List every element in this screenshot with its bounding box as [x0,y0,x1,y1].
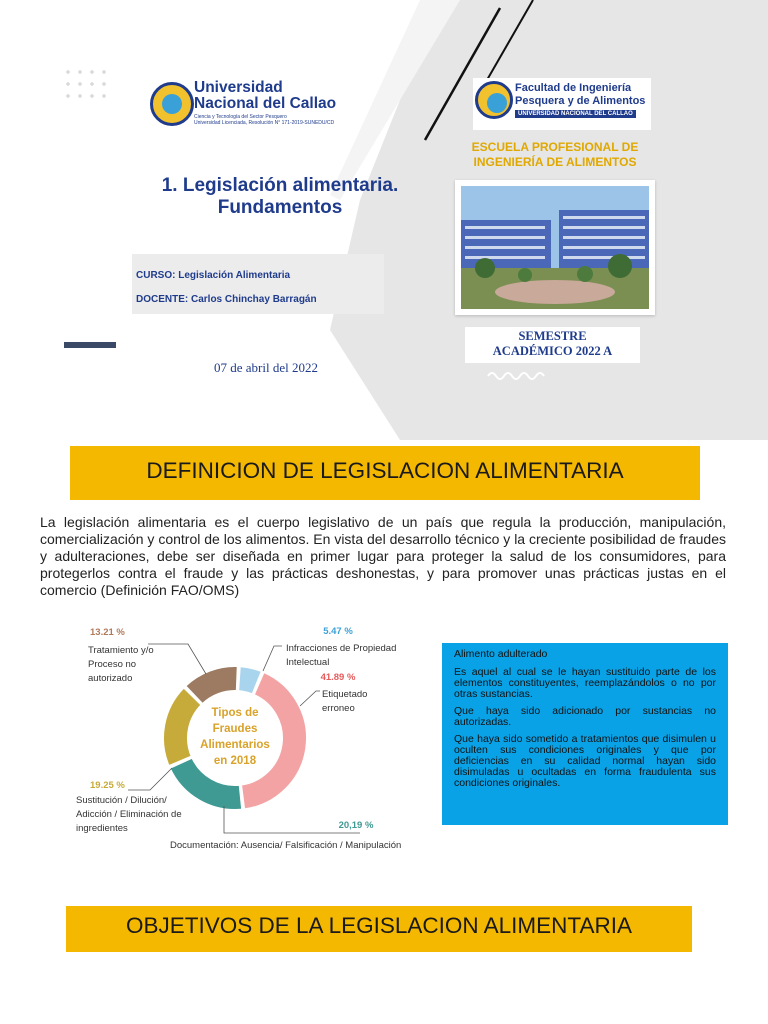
university-subtitle-line1: Ciencia y Tecnología del Sector Pesquero [194,114,287,120]
faculty-university-band: UNIVERSIDAD NACIONAL DEL CALLAO [515,110,636,118]
category-label-4-line-1: Sustitución / Dilución/ [76,795,167,806]
category-label-4-line-2: Adicción / Eliminación de [76,809,182,820]
teacher-label: DOCENTE: Carlos Chinchay Barragán [136,294,317,305]
definition-heading: DEFINICION DE LEGISLACION ALIMENTARIA [146,458,624,483]
data-label-5: 13.21 % [90,627,125,638]
faculty-seal-icon [475,81,513,119]
leader-line-1 [263,646,282,671]
semester-box [465,327,640,363]
semester-line1: SEMESTRE [518,329,587,343]
objectives-heading: OBJETIVOS DE LA LEGISLACION ALIMENTARIA [126,913,632,938]
semester-line2: ACADÉMICO 2022 A [492,344,613,358]
definition-heading-bar [70,446,700,500]
donut-hole [189,692,281,784]
category-label-5-line-3: autorizado [88,673,133,684]
leader-line-4 [128,768,172,790]
university-logo [150,78,340,134]
infobox-title: Alimento adulterado [454,648,548,660]
university-name-line2: Nacional del Callao [194,95,337,112]
chart-title-line-2: Fraudes [212,723,258,735]
campus-photo-image [455,180,655,315]
category-label-2-line-1: Etiquetado [322,689,368,700]
escuela-heading [440,140,670,170]
data-label-3: 20,19 % [338,820,374,831]
infobox-paragraph-2: Que haya sido adicionado por sustancias no autorizadas. [454,705,716,728]
faculty-name-line2: Pesquera y de Alimentos [515,95,646,107]
fraud-types-donut-chart [60,618,420,858]
faculty-name-line1: Facultad de Ingeniería [515,82,632,94]
category-label-3-line-1: Documentación: Ausencia/ Falsificación / Manipulación [170,840,402,851]
dash-decoration [64,342,116,348]
leader-line-5 [148,644,206,674]
infobox-paragraph-3: Que haya sido sometido a tratamientos que disimulen u oculten sus condiciones originales y que por deficiencias en su calidad normal hayan sido disimuladas u ocultadas en forma fraudulenta sus condiciones originales. [454,733,716,789]
title-line2: Fundamentos [217,197,343,218]
campus-photo [455,180,655,315]
category-label-5-line-1: Tratamiento y/o [88,645,154,656]
category-label-4-line-3: ingredientes [76,823,128,834]
university-seal-icon [150,82,194,126]
faculty-logo [473,78,651,130]
category-label-5-line-2: Proceso no [88,659,137,670]
page-title [100,175,460,219]
data-label-1: 5.47 % [323,626,353,637]
wave-decoration [486,368,548,380]
escuela-line1: ESCUELA PROFESIONAL DE [471,140,639,154]
course-info-box [132,254,384,314]
university-subtitle-line2: Universidad Licenciada, Resolución N° 171-2019-SUNEDU/CD [194,120,335,126]
category-label-1-line-2: Intelectual [286,657,330,668]
university-name-line1: Universidad [194,79,283,96]
leader-line-2 [300,691,320,706]
category-label-2-line-2: erroneo [322,703,355,714]
data-label-4: 19.25 % [90,780,125,791]
title-line1: 1. Legislación alimentaria. [161,175,399,196]
chart-title-line-4: en 2018 [213,755,257,767]
definition-paragraph: La legislación alimentaria es el cuerpo legislativo de un país que regula la producción, manipulación, comercialización y control de los alimentos. En vista del desarrollo técnico y la creciente posibilidad de fraudes y adulteraciones, debe ser diseñada en primer lugar para proteger la salud de los consumidores, para protegerlos contra el fraude y las prácticas deshonestas, y para promover unas prácticas justas en el comercio (Definición FAO/OMS) [40,514,726,598]
course-label: CURSO: Legislación Alimentaria [136,270,291,281]
data-label-2: 41.89 % [320,672,356,683]
category-label-1-line-1: Infracciones de Propiedad [286,643,397,654]
infobox-paragraph-1: Es aquel al cual se le hayan sustituido parte de los elementos constituyentes, reemplazándolos o no por otras sustancias. [454,666,716,700]
dot-grid-decoration [62,66,106,106]
chart-title-line-3: Alimentarios [200,739,270,751]
date-label: 07 de abril del 2022 [214,360,318,375]
adulterated-food-infobox [442,643,728,825]
objectives-heading-bar [66,906,692,952]
chart-title-line-1: Tipos de [211,707,259,719]
escuela-line2: INGENIERÍA DE ALIMENTOS [473,155,637,169]
